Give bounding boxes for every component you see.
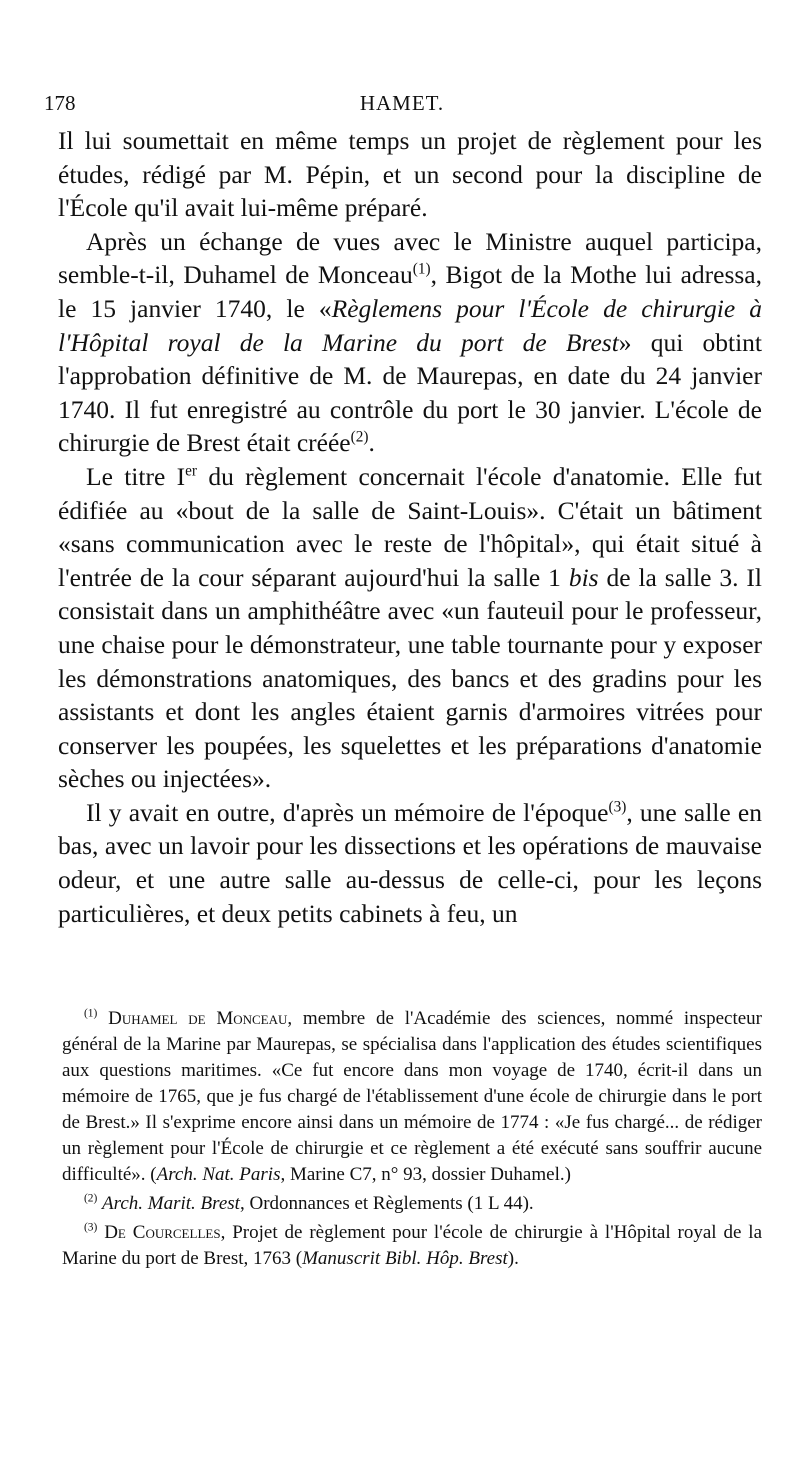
footnote-3 <box>62 1220 762 1272</box>
paragraph-1-text: Il lui soumettait en même temps un projet de règlement pour les études, rédigé par M. Pépin, et un second pour la discipline de l'École qu'il avait lui-même préparé. <box>58 126 762 223</box>
reglement-title: Règlemens pour l'École de chirurgie à l'Hôpital royal de la Marine du port de Brest <box>58 293 762 357</box>
footnote-ref-1: (1) <box>412 260 431 278</box>
footnotes <box>62 1006 762 1275</box>
paragraph-2-text-b: , Bigot de la Mothe lui adressa, le 15 janvier 1740, le « <box>58 260 762 323</box>
paragraph-2-text-c: » qui obtint l'approbation définitive de M. de Maurepas, en date du 24 janvier 1740. Il fut enregistré au contrôle du port le 30 janvier. L'école de chirurgie de Brest était créée <box>58 327 762 458</box>
paragraph-2 <box>58 225 762 460</box>
paragraph-1 <box>58 124 762 225</box>
footnote-2-marker: (2) <box>84 1192 98 1205</box>
paragraph-4-text-b: , une salle en bas, avec un lavoir pour les dissections et les opérations de mauvaise odeur, et une autre salle au-dessus de celle-ci, pour les leçons particulières, et deux petits cabinets à feu, un <box>58 797 762 928</box>
footnote-3-text-a: , Projet de règlement pour l'école de chirurgie à l'Hôpital royal de la Marine du port de Brest, 1763 ( <box>62 1222 763 1269</box>
paragraph-2-text-d: . <box>368 428 375 458</box>
paragraph-4 <box>58 796 762 930</box>
footnote-1-name: Duhamel de Monceau <box>108 1008 288 1029</box>
running-head: HAMET. <box>359 91 445 115</box>
footnote-3-name: De Courcelles <box>104 1222 221 1243</box>
bis-label: bis <box>568 562 599 592</box>
footnote-3-text-b: ). <box>507 1248 519 1269</box>
body-text <box>58 124 762 930</box>
footnote-1-text-a: , membre de l'Académie des sciences, nommé inspecteur général de la Marine par Maurepas, se spécialisa dans l'application des études scientifiques aux questions maritimes. «Ce fut encore dans mon voyage de 1740, écrit-il dans un mémoire de 1765, que je fus chargé de l'établissement d'une école de chirurgie dans le port de Brest.» Il s'exprime encore ainsi dans un mémoire de 1774 : «Je fus chargé... de rédiger un règlement pour l'École de chirurgie et ce règlement a été exécuté sans souffrir aucune difficulté». ( <box>62 1008 763 1185</box>
paragraph-3-text-a: Le titre I <box>86 461 186 491</box>
paragraph-4-text-a: Il y avait en outre, d'après un mémoire de l'époque <box>86 797 609 827</box>
footnote-2-source: Arch. Marit. Brest <box>102 1193 240 1214</box>
footnote-3-source: Manuscrit Bibl. Hôp. Brest <box>302 1248 508 1269</box>
footnote-ref-2: (2) <box>350 428 369 446</box>
footnote-2 <box>62 1191 762 1217</box>
paragraph-3 <box>58 460 762 796</box>
footnote-1-source: Arch. Nat. Paris <box>156 1164 281 1185</box>
paragraph-2-text-a: Après un échange de vues avec le Ministre auquel participa, semble-t-il, Duhamel de Monceau <box>58 226 762 290</box>
footnote-1-marker: (1) <box>84 1007 98 1020</box>
page-number: 178 <box>44 91 76 115</box>
footnote-ref-3: (3) <box>608 798 627 816</box>
paragraph-3-text-c: de la salle 3. Il consistait dans un amphithéâtre avec «un fauteuil pour le professeur, une chaise pour le démonstrateur, une table tournante pour y exposer les démonstrations anatomiques, des bancs et des gradins pour les assistants et dont les angles étaient garnis d'armoires vitrées pour conserver les poupées, les squelettes et les préparations d'anatomie sèches ou injectées». <box>58 562 763 794</box>
paragraph-3-text-b: du règlement concernait l'école d'anatomie. Elle fut édifiée au «bout de la salle de Saint-Louis». C'était un bâtiment «sans communication avec le reste de l'hôpital», qui était situé à l'entrée de la cour séparant aujourd'hui la salle 1 <box>58 461 763 592</box>
page-header <box>44 88 760 118</box>
footnote-1 <box>62 1006 762 1188</box>
ordinal-suffix: er <box>185 462 198 480</box>
footnote-3-marker: (3) <box>84 1221 98 1234</box>
footnote-1-text-b: , Marine C7, n° 93, dossier Duhamel.) <box>280 1164 571 1185</box>
footnote-2-text-a: , Ordonnances et Règlements (1 L 44). <box>239 1193 534 1214</box>
